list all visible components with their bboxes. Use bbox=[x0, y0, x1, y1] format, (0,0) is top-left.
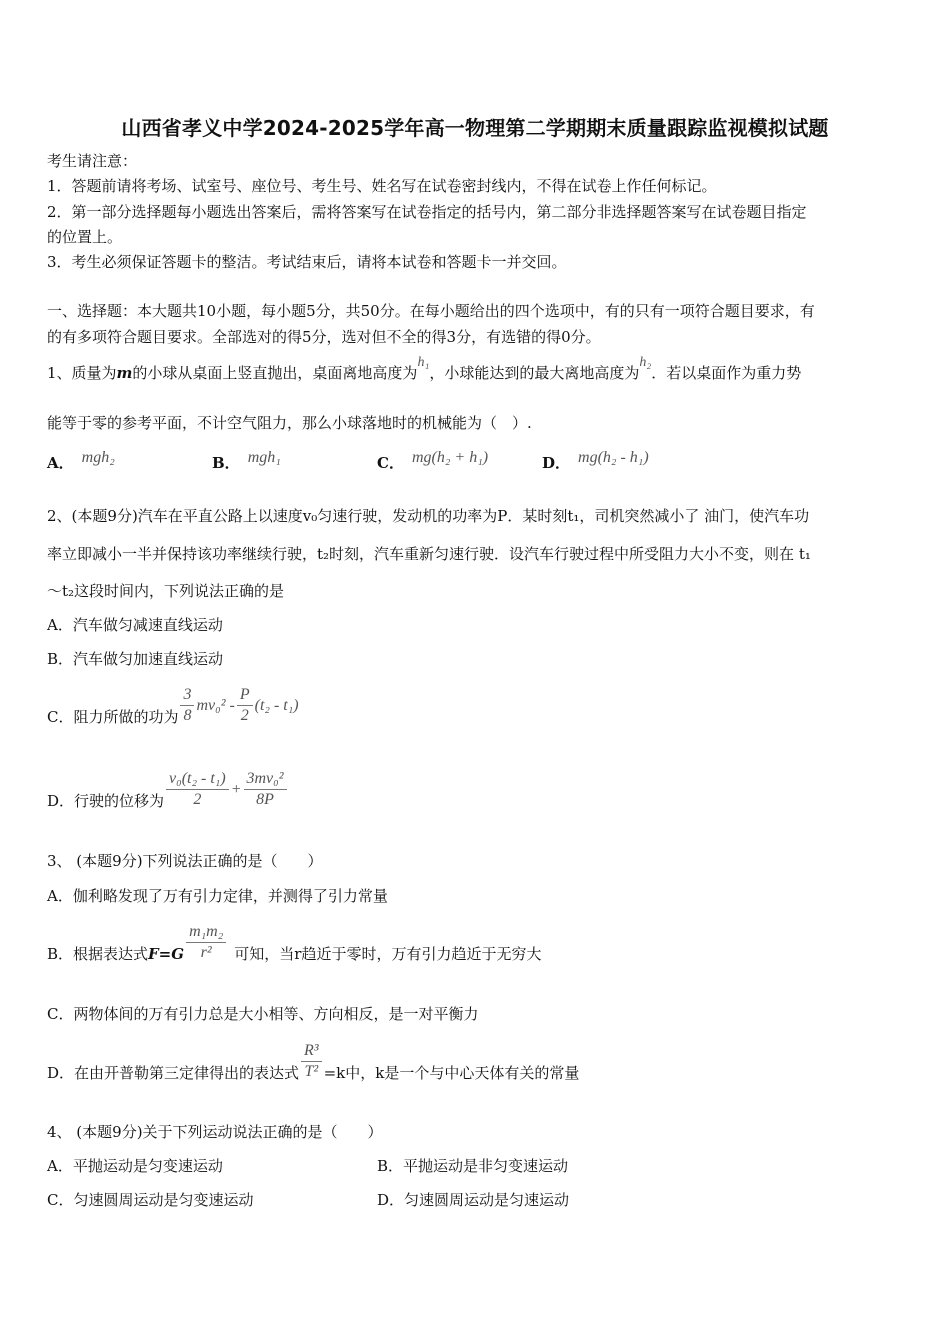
q1-option-b bbox=[212, 449, 281, 473]
q3-option-d-frac bbox=[301, 1041, 322, 1082]
q3-option-b bbox=[47, 921, 541, 964]
q1-option-d-label: D． bbox=[542, 454, 571, 472]
q2-stem-line3: ～t₂这段时间内，下列说法正确的是 bbox=[47, 582, 285, 600]
q4-option-d: D．匀速圆周运动是匀速运动 bbox=[377, 1191, 570, 1209]
notice-item-2-cont: 的位置上。 bbox=[47, 228, 123, 246]
q2-option-d-frac1 bbox=[166, 769, 229, 810]
q2-option-c-mid: mv₀² - bbox=[196, 696, 235, 714]
q1-text-1: 1、质量为 bbox=[47, 364, 117, 382]
q2-option-c-label: C．阻力所做的功为 bbox=[47, 708, 179, 726]
q3-option-d bbox=[47, 1040, 579, 1083]
q2-option-c-frac2 bbox=[237, 685, 253, 726]
q3-stem: 3、 (本题9分)下列说法正确的是（ ） bbox=[47, 852, 323, 870]
q1-option-d bbox=[542, 449, 649, 473]
q1-text-2: 的小球从桌面上竖直抛出，桌面离地高度为 bbox=[132, 364, 418, 382]
q3-option-a: A．伽利略发现了万有引力定律，并测得了引力常量 bbox=[47, 887, 388, 905]
q2-option-d bbox=[47, 768, 289, 811]
q2-option-d-frac2-num: 3mv₀² bbox=[244, 769, 287, 790]
q3-option-d-tail: =k中，k是一个与中心天体有关的常量 bbox=[323, 1064, 580, 1082]
page-title: 山西省孝义中学2024-2025学年高一物理第二学期期末质量跟踪监视模拟试题 bbox=[121, 116, 829, 140]
q3-option-b-label: B．根据表达式 bbox=[47, 945, 149, 963]
q3-option-b-frac-num: m₁m₂ bbox=[186, 922, 226, 943]
q1-option-c-label: C． bbox=[377, 454, 404, 472]
q4-option-c: C．匀速圆周运动是匀变速运动 bbox=[47, 1191, 254, 1209]
q2-option-a: A．汽车做匀减速直线运动 bbox=[47, 616, 223, 634]
q2-option-c-frac1-den: 8 bbox=[183, 707, 192, 724]
q1-option-c-expr: mg(h₂ + h₁) bbox=[411, 449, 489, 466]
q2-option-c-frac1-num: 3 bbox=[180, 685, 194, 706]
q3-option-b-tail: 可知，当r趋近于零时，万有引力趋近于无穷大 bbox=[234, 945, 542, 963]
q4-option-b: B．平抛运动是非匀变速运动 bbox=[377, 1157, 569, 1175]
q1-option-b-label: B． bbox=[212, 454, 240, 472]
notice-item-1: 1．答题前请将考场、试室号、座位号、考生号、姓名写在试卷密封线内，不得在试卷上作任何标记。 bbox=[47, 177, 717, 195]
q1-h1: h₁ bbox=[417, 355, 430, 370]
section-header-line2: 的有多项符合题目要求。全部选对的得5分，选对但不全的得3分，有选错的得0分。 bbox=[47, 328, 601, 346]
q2-option-c-tail: (t₂ - t₁) bbox=[254, 696, 299, 714]
q2-option-d-label: D．行驶的位移为 bbox=[47, 792, 165, 810]
notice-heading: 考生请注意： bbox=[47, 152, 138, 170]
section-header-line1: 一、选择题：本大题共10小题，每小题5分，共50分。在每小题给出的四个选项中，有的只有一项符合题目要求，有 bbox=[47, 302, 815, 320]
q4-option-a: A．平抛运动是匀变速运动 bbox=[47, 1157, 223, 1175]
notice-item-3: 3．考生必须保证答题卡的整洁。考试结束后，请将本试卷和答题卡一并交回。 bbox=[47, 253, 567, 271]
notice-item-2: 2．第一部分选择题每小题选出答案后，需将答案写在试卷指定的括号内，第二部分非选择题答案写在试卷题目指定 bbox=[47, 203, 807, 221]
q1-text-3: ，小球能达到的最大离地高度为 bbox=[429, 364, 640, 382]
q3-option-d-frac-num: R³ bbox=[301, 1041, 322, 1062]
q1-option-a-expr: mgh₂ bbox=[81, 449, 115, 466]
q2-option-d-plus: + bbox=[230, 780, 242, 798]
q2-option-b: B．汽车做匀加速直线运动 bbox=[47, 650, 224, 668]
q1-option-a bbox=[47, 449, 115, 473]
q3-option-b-frac-den: r² bbox=[200, 944, 212, 961]
q4-stem: 4、 (本题9分)关于下列运动说法正确的是（ ） bbox=[47, 1123, 383, 1141]
q1-option-c bbox=[377, 449, 489, 473]
q1-option-a-label: A． bbox=[47, 454, 74, 472]
q3-option-d-frac-den: T² bbox=[304, 1063, 319, 1080]
q3-option-b-formula: F=G bbox=[148, 944, 185, 963]
q1-m: m bbox=[116, 364, 133, 382]
q3-option-b-frac bbox=[186, 922, 226, 963]
q1-option-d-expr: mg(h₂ - h₁) bbox=[578, 449, 649, 466]
q2-option-c bbox=[47, 684, 299, 727]
q3-option-d-label: D．在由开普勒第三定律得出的表达式 bbox=[47, 1064, 300, 1082]
q1-text-4: ．若以桌面作为重力势 bbox=[651, 364, 802, 382]
q2-option-d-frac2-den: 8P bbox=[256, 791, 274, 808]
q2-option-c-frac2-num: P bbox=[237, 685, 253, 706]
q2-option-c-frac2-den: 2 bbox=[240, 707, 249, 724]
q1-h2: h₂ bbox=[639, 355, 652, 370]
q1-option-b-expr: mgh₁ bbox=[247, 449, 281, 466]
q2-option-d-frac1-num: v₀(t₂ - t₁) bbox=[166, 769, 229, 790]
q1-stem-line2: 能等于零的参考平面，不计空气阻力，那么小球落地时的机械能为（ ）. bbox=[47, 414, 532, 432]
q2-stem-line1: 2、(本题9分)汽车在平直公路上以速度v₀匀速行驶，发动机的功率为P．某时刻t₁，司机突然减小了 油门，使汽车功 bbox=[47, 507, 810, 525]
q2-stem-line2: 率立即减小一半并保持该功率继续行驶，t₂时刻，汽车重新匀速行驶．设汽车行驶过程中所受阻力大小不变，则在 t₁ bbox=[47, 545, 811, 563]
q3-option-c: C．两物体间的万有引力总是大小相等、方向相反，是一对平衡力 bbox=[47, 1005, 479, 1023]
q2-option-c-frac1 bbox=[180, 685, 194, 726]
q2-option-d-frac1-den: 2 bbox=[193, 791, 202, 808]
q2-option-d-frac2 bbox=[244, 769, 287, 810]
q1-stem bbox=[47, 355, 802, 386]
